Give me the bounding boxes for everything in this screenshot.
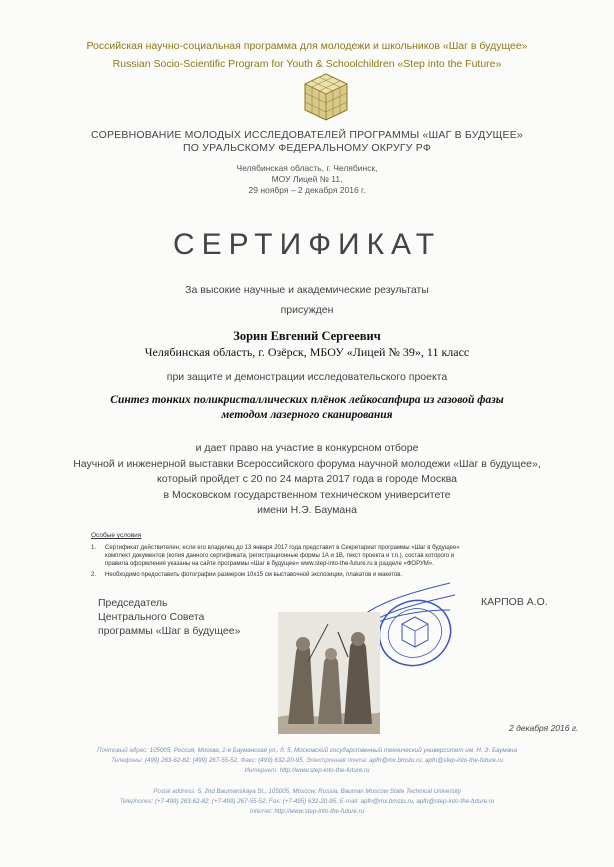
signature-line-3: программы «Шаг в будущее»: [98, 625, 241, 637]
right-line-1: и дает право на участие в конкурсном отборе: [195, 442, 419, 454]
footer-label: Postal address:: [153, 788, 196, 795]
condition-number: 1.: [91, 545, 97, 551]
venue: [0, 163, 614, 196]
right-to-participate: [0, 441, 614, 519]
venue-school: МОУ Лицей № 11,: [271, 174, 343, 184]
condition-item: [91, 571, 571, 581]
footer-label: Fax:: [268, 798, 281, 805]
condition-number: 2.: [91, 572, 97, 578]
certificate-reason: За высокие научные и академические результаты: [185, 284, 429, 296]
condition-line: правила оформления указаны на сайте программы «Шаг в будущее» www.step-into-the-future.ru в разделе «ФОРУМ».: [105, 561, 434, 567]
footer-value: http://www.step-into-the-future.ru: [279, 767, 370, 774]
competition-line-2: ПО УРАЛЬСКОМУ ФЕДЕРАЛЬНОМУ ОКРУГУ РФ: [182, 142, 432, 154]
project-title: [0, 393, 614, 423]
signature-title: [98, 596, 240, 638]
footer-label: Факс:: [240, 757, 257, 764]
competition-title: [0, 129, 614, 155]
footer-value: (+7-495) 632-20-95.: [282, 798, 338, 805]
right-line-3: который пройдет с 20 по 24 марта 2017 года в городе Москва: [157, 473, 457, 485]
project-title-line-2: методом лазерного сканирования: [221, 409, 393, 421]
footer-label: Телефоны:: [111, 757, 144, 764]
venue-city: Челябинская область, г. Челябинск,: [236, 163, 378, 173]
certificate-for-defense: при защите и демонстрации исследовательского проекта: [166, 371, 448, 383]
footer-label: E-mail:: [339, 798, 359, 805]
project-title-line-1: Синтез тонких поликристаллических плёнок лейкосапфира из газовой фазы: [110, 394, 504, 406]
footer-ru-postal: [0, 746, 614, 756]
condition-line: Необходимо предоставить фотографии размером 10х15 см выставочной экспозиции, плакатов и макетов.: [105, 572, 403, 578]
footer-label: Internet:: [249, 808, 273, 815]
footer-value: apfn@mx.bmstu.ru, apfn@step-into-the-future.ru: [369, 757, 503, 764]
program-title-en: Russian Socio-Scientific Program for Youth & Schoolchildren «Step into the Future»: [112, 58, 502, 70]
recipient-place: Челябинская область, г. Озёрск, МБОУ «Лицей № 39», 11 класс: [144, 345, 470, 359]
recipient-name: Зорин Евгений Сергеевич: [233, 329, 381, 343]
right-line-5: имени Н.Э. Баумана: [257, 504, 357, 516]
issue-date: 2 декабря 2016 г.: [509, 723, 579, 733]
footer-label: Почтовый адрес:: [97, 747, 148, 754]
certificate-awarded: присужден: [280, 304, 334, 316]
right-line-4: в Московском государственном техническом университете: [163, 488, 451, 501]
signature-line-2: Центрального Совета: [98, 611, 205, 623]
footer-value: (499) 632-20-95,: [258, 757, 305, 764]
conditions-title: Особые условия: [91, 532, 142, 539]
program-logo-icon: [303, 72, 349, 122]
footer-value: 5, 2nd Baumanskaya St., 105005, Moscow, Russia, Bauman Moscow State Technical University: [197, 788, 461, 795]
footer-value: (499) 263-62-82; (499) 267-55-52,: [144, 757, 239, 764]
scholars-illustration-icon: [278, 612, 380, 734]
footer-value: 105005, Россия, Москва, 2-я Бауманская ул., д. 5, Московский государственный технический университет им. Н. Э. Баумана: [149, 747, 517, 754]
condition-line: Сертификат действителен, если его владелец до 13 января 2017 года представит в Секретариат программы «Шаг в будущее»: [105, 545, 460, 551]
footer-ru-internet: [0, 766, 614, 776]
condition-line: комплект документов (копия данного сертификата, регистрационные формы 1А и 1В, текст проекта и т.п.), состав которого и: [105, 553, 455, 559]
footer-en-internet: [0, 807, 614, 817]
footer-label: Telephones:: [119, 798, 154, 805]
certificate-title: СЕРТИФИКАТ: [172, 228, 442, 261]
signature-line-1: Председатель: [98, 597, 168, 609]
footer-en-contacts: [0, 797, 614, 807]
condition-item: [91, 544, 571, 570]
footer-value: http://www.step-into-the-future.ru: [274, 808, 365, 815]
footer-en-postal: [0, 787, 614, 797]
signer-name: КАРПОВ А.О.: [481, 596, 548, 608]
footer-ru-contacts: [0, 756, 614, 766]
competition-line-1: СОРЕВНОВАНИЕ МОЛОДЫХ ИССЛЕДОВАТЕЛЕЙ ПРОГРАММЫ «ШАГ В БУДУЩЕЕ»: [91, 129, 523, 141]
right-line-2: Научной и инженерной выставки Всероссийского форума научной молодежи «Шаг в будущее»,: [73, 457, 541, 470]
venue-dates: 29 ноября – 2 декабря 2016 г.: [248, 185, 366, 195]
footer-label: Электронная почта:: [306, 757, 368, 764]
program-title-ru: Российская научно-социальная программа для молодежи и школьников «Шаг в будущее»: [86, 40, 528, 52]
footer-label: Интернет:: [244, 767, 279, 774]
footer-value: (+7-499) 263-62-82; (+7-499) 267-55-52,: [155, 798, 268, 805]
footer-value: apfn@mx.bmstu.ru, apfn@step-into-the-future.ru: [360, 798, 495, 805]
